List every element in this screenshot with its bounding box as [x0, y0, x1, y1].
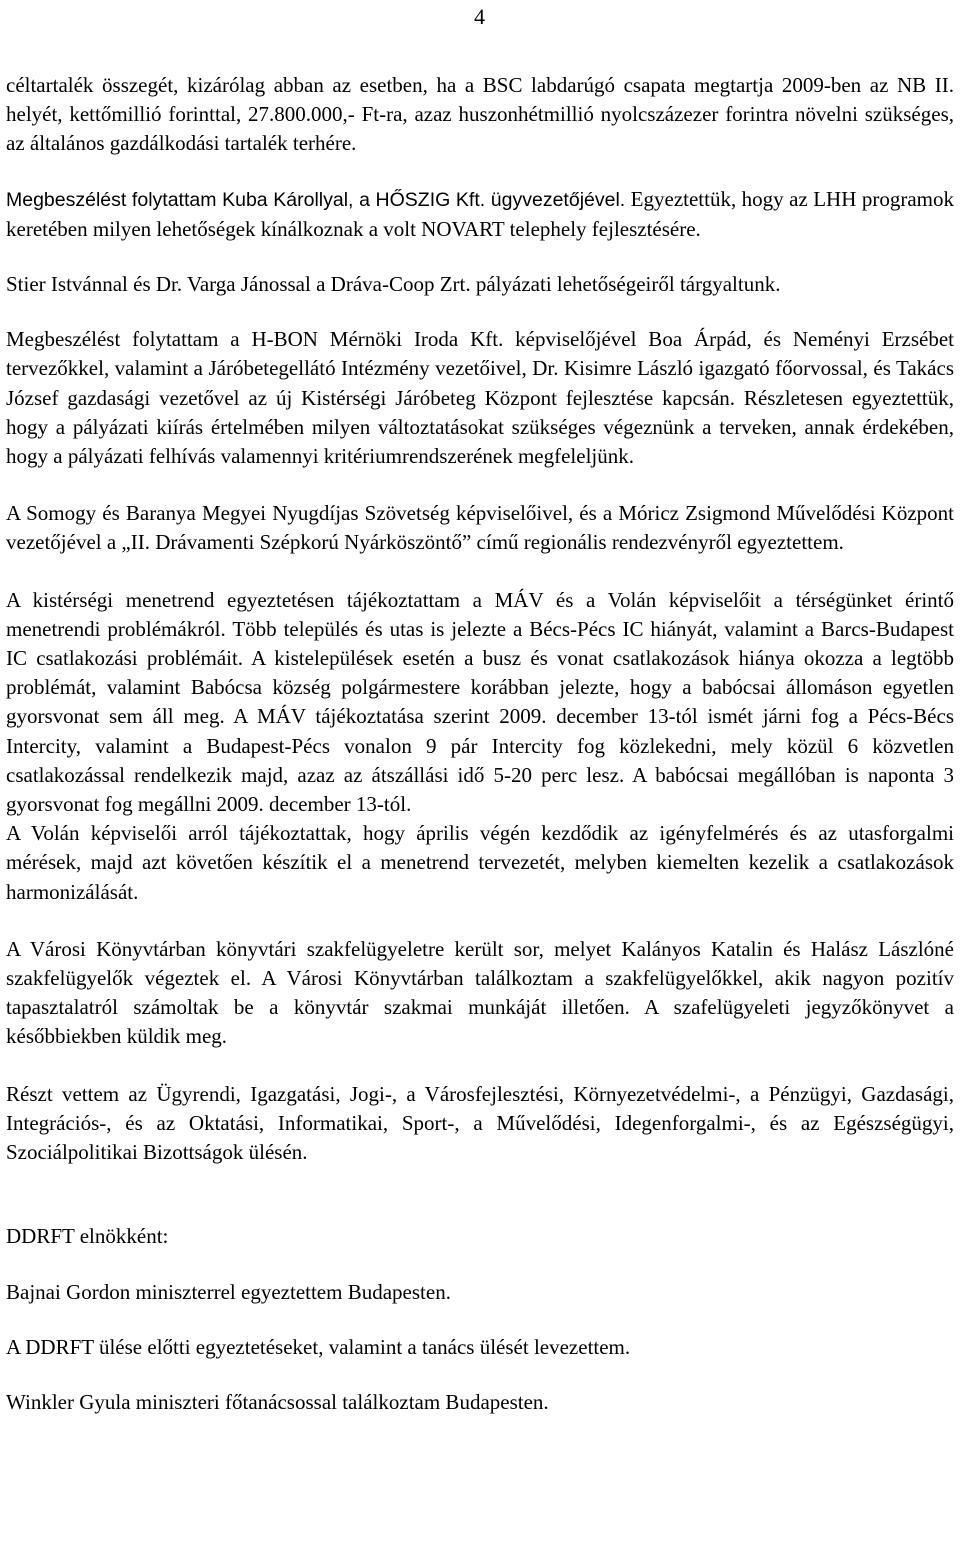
page-number: 4	[474, 4, 485, 29]
paragraph-pensioners-event: A Somogy és Baranya Megyei Nyugdíjas Szövetség képviselőivel, és a Móricz Zsigmond Művelődési Központ vezetőjével a „II. Drávamenti Szépkorú Nyárköszöntő” című regionális rendezvényről egyeztettem.	[6, 501, 954, 555]
section-heading-ddrft: DDRFT elnökként:	[6, 1224, 169, 1249]
paragraph-reserve-fund: céltartalék összegét, kizárólag abban az esetben, ha a BSC labdarúgó csapata megtartja 2009-ben az NB II. helyét, kettőmillió forinttal, 27.800.000,- Ft-ra, azaz huszonhétmillió nyolcszázezer forintra növelni szükséges, az általános gazdálkodási tartalék terhére.	[6, 73, 954, 156]
paragraph-hoszig-meeting-lead: Megbeszélést folytattam Kuba Károllyal, a HŐSZIG Kft. ügyvezetőjével.	[6, 188, 626, 211]
paragraph-h-bon-meeting: Megbeszélést folytattam a H-BON Mérnöki Iroda Kft. képviselőjével Boa Árpád, és Neményi Erzsébet tervezőkkel, valamint a Járóbetegellátó Intézmény vezetőivel, Dr. Kisimre László igazgató főorvossal, és Takács József gazdasági vezetővel az új Kistérségi Járóbeteg Központ fejlesztése kapcsán. Részletesen egyeztettük, hogy a pályázati kiírás értelmében milyen változtatásokat szükséges végeznünk a terveken, annak érdekében, hogy a pályázati felhívás valamennyi kritériumrendszerének megfeleljünk.	[6, 327, 954, 469]
paragraph-timetable-mav: A kistérségi menetrend egyeztetésen tájékoztattam a MÁV és a Volán képviselőit a térségünket érintő menetrendi problémákról. Több település és utas is jelezte a Bécs-Pécs IC hiányát, valamint a Barcs-Budapest IC csatlakozási problémáit. A kistelepülések esetén a busz és vonat csatlakozások hiánya okozza a legtöbb problémát, valamint Babócsa község polgármestere korábban jelezte, hogy a babócsai állomáson egyetlen gyorsvonat sem áll meg. A MÁV tájékoztatása szerint 2009. december 13-tól ismét járni fog a Pécs-Bécs Intercity, valamint a Budapest-Pécs vonalon 9 pár Intercity fog közlekedni, mely közül 6 közvetlen csatlakozással rendelkezik majd, azaz az átszállási idő 5-20 perc lesz. A babócsai megállóban is naponta 3 gyorsvonat fog megállni 2009. december 13-tól.	[6, 587, 954, 817]
paragraph-committees: Részt vettem az Ügyrendi, Igazgatási, Jogi-, a Városfejlesztési, Környezetvédelmi-, a Pénzügyi, Gazdasági, Integrációs-, és az Oktatási, Informatikai, Sport-, a Művelődési, Idegenforgalmi-, és az Egészségügyi, Szociálpolitikai Bizottságok ülésén.	[6, 1081, 954, 1165]
paragraph-bajnai-meeting: Bajnai Gordon miniszterrel egyeztettem Budapesten.	[6, 1279, 451, 1304]
paragraph-library-inspection: A Városi Könyvtárban könyvtári szakfelügyeletre került sor, melyet Kalányos Katalin és Halász Lászlóné szakfelügyelők végeztek el. A Városi Könyvtárban találkoztam a szakfelügyelőkkel, akik nagyon pozitív tapasztalatról számoltak be a könyvtár szakmai munkáját illetően. A szafelügyeleti jegyzőkönyvet a későbbiekben küldik meg.	[6, 936, 954, 1049]
paragraph-hoszig-meeting-rest: Egyeztettük, hogy az LHH programok keretében milyen lehetőségek kínálkoznak a volt NOVART telephely fejlesztésére.	[6, 186, 954, 241]
paragraph-winkler-meeting: Winkler Gyula miniszteri főtanácsossal találkoztam Budapesten.	[6, 1389, 549, 1414]
paragraph-drava-coop: Stier Istvánnal és Dr. Varga Jánossal a Dráva-Coop Zrt. pályázati lehetőségeiről tárgyaltunk.	[6, 272, 781, 297]
paragraph-hoszig-meeting	[6, 185, 954, 244]
document-body	[6, 71, 954, 1417]
paragraph-timetable-volan: A Volán képviselői arról tájékoztattak, hogy április végén kezdődik az igényfelmérés és az utasforgalmi mérések, majd azt követően készítik el a menetrend tervezetét, melyben kiemelten kezelik a csatlakozások harmonizálását.	[6, 821, 954, 904]
paragraph-ddrft-session: A DDRFT ülése előtti egyeztetéseket, valamint a tanács ülését levezettem.	[6, 1334, 631, 1359]
